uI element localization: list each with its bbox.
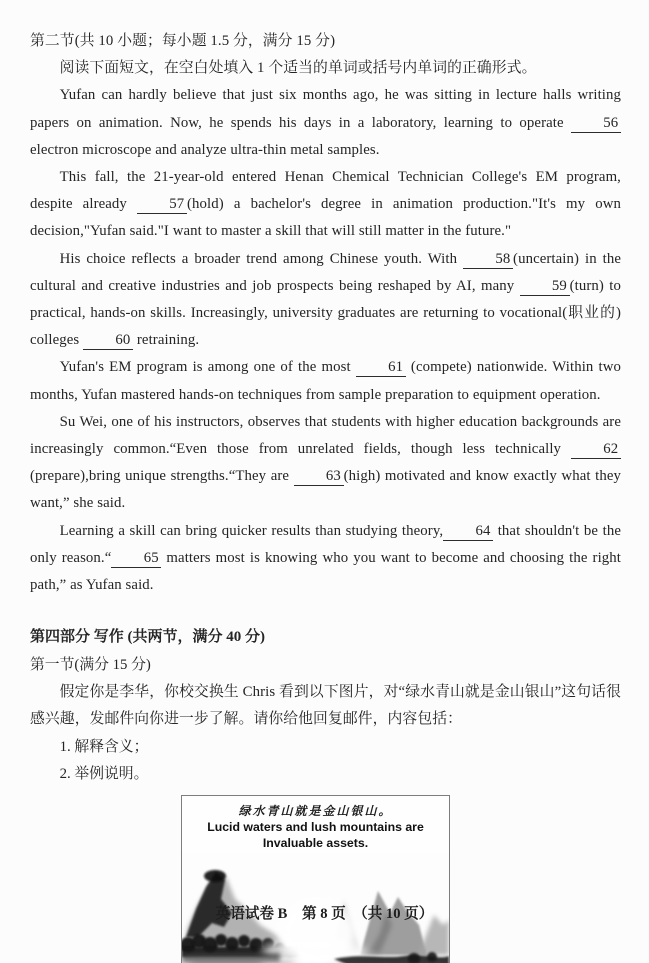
prompt-point-1: 1. 解释含义； [59, 738, 149, 755]
cloze-text: (prepare),bring unique strengths.“They are [30, 468, 294, 485]
cloze-blank-59: 59 [520, 279, 570, 296]
cloze-blank-61: 61 [356, 360, 406, 377]
prompt-picture-box [181, 795, 450, 963]
section4-heading: 第四部分 写作 (共两节，满分 40 分) [30, 629, 265, 646]
cloze-paragraph [30, 518, 621, 600]
page-footer: 英语试卷 B 第 8 页 （共 10 页） [215, 906, 434, 922]
cloze-text: matters most is knowing who you want to become and choosing the right path,” as Yufan said. [30, 549, 621, 594]
cloze-text: Su Wei, one of his instructors, observes that students with higher education backgrounds are increasingly common.“Even those from unrelated fields, though less technically [30, 413, 621, 458]
section2-instruction: 阅读下面短文，在空白处填入 1 个适当的单词或括号内单词的正确形式。 [59, 60, 537, 77]
cloze-text: Learning a skill can bring quicker results than studying theory, [59, 522, 444, 539]
section4-subheading: 第一节(满分 15 分) [30, 657, 151, 674]
cloze-text: His choice reflects a broader trend among Chinese youth. With [59, 250, 464, 267]
cloze-text: (hold) a bachelor's degree in animation production."It's my own decision,"Yufan said."I want to master a skill that will still matter in the future." [30, 196, 621, 240]
cloze-text: (compete) nationwide. Within two months, Yufan mastered hands-on techniques from sample preparation to equipment operation. [30, 359, 622, 403]
cloze-blank-64: 64 [443, 524, 493, 541]
cloze-paragraph [30, 164, 621, 246]
cloze-text: (turn) to practical, hands-on skills. Increasingly, university graduates are returning to vocational(职业的) colleges [30, 277, 621, 349]
cloze-text: (uncertain) in the cultural and creative industries and job prospects being reshaped by AI, many [30, 250, 621, 294]
cloze-blank-57: 57 [137, 197, 187, 214]
cloze-text: (high) motivated and know exactly what they want,” she said. [30, 468, 621, 512]
cloze-text: This fall, the 21-year-old entered Henan Chemical Technician College's EM program, despite already [30, 169, 621, 213]
section2-heading: 第二节(共 10 小题；每小题 1.5 分，满分 15 分) [30, 33, 336, 49]
writing-prompt: 假定你是李华，你校交换生 Chris 看到以下图片，对“绿水青山就是金山银山”这句话很感兴趣，发邮件向你进一步了解。请你给他回复邮件，内容包括： [30, 684, 621, 728]
cloze-paragraph [30, 354, 621, 408]
cloze-paragraph [30, 246, 621, 355]
cloze-paragraph [30, 409, 621, 518]
cloze-paragraph [30, 82, 621, 164]
cloze-text: that shouldn't be the only reason.“ [30, 522, 621, 566]
cloze-text: retraining. [133, 332, 200, 349]
cloze-text: Yufan's EM program is among one of the most [59, 359, 356, 376]
cloze-text: electron microscope and analyze ultra-thin metal samples. [30, 141, 380, 158]
picture-caption-chinese: 绿水青山就是金山银山。 [238, 804, 393, 819]
cloze-blank-62: 62 [571, 442, 621, 459]
cloze-blank-63: 63 [294, 469, 344, 486]
cloze-blank-60: 60 [83, 333, 133, 350]
cloze-blank-58: 58 [463, 252, 513, 269]
cloze-blank-65: 65 [111, 551, 161, 568]
prompt-point-2: 2. 举例说明。 [59, 765, 149, 782]
cloze-text: Yufan can hardly believe that just six months ago, he was sitting in lecture halls writing papers on animation. Now, he spends his days in a laboratory, learning to operate [30, 87, 621, 131]
cloze-blank-56: 56 [571, 116, 621, 133]
cloze-passage [30, 82, 621, 599]
picture-caption-english: Lucid waters and lush mountains are Invaluable assets. [207, 820, 424, 851]
